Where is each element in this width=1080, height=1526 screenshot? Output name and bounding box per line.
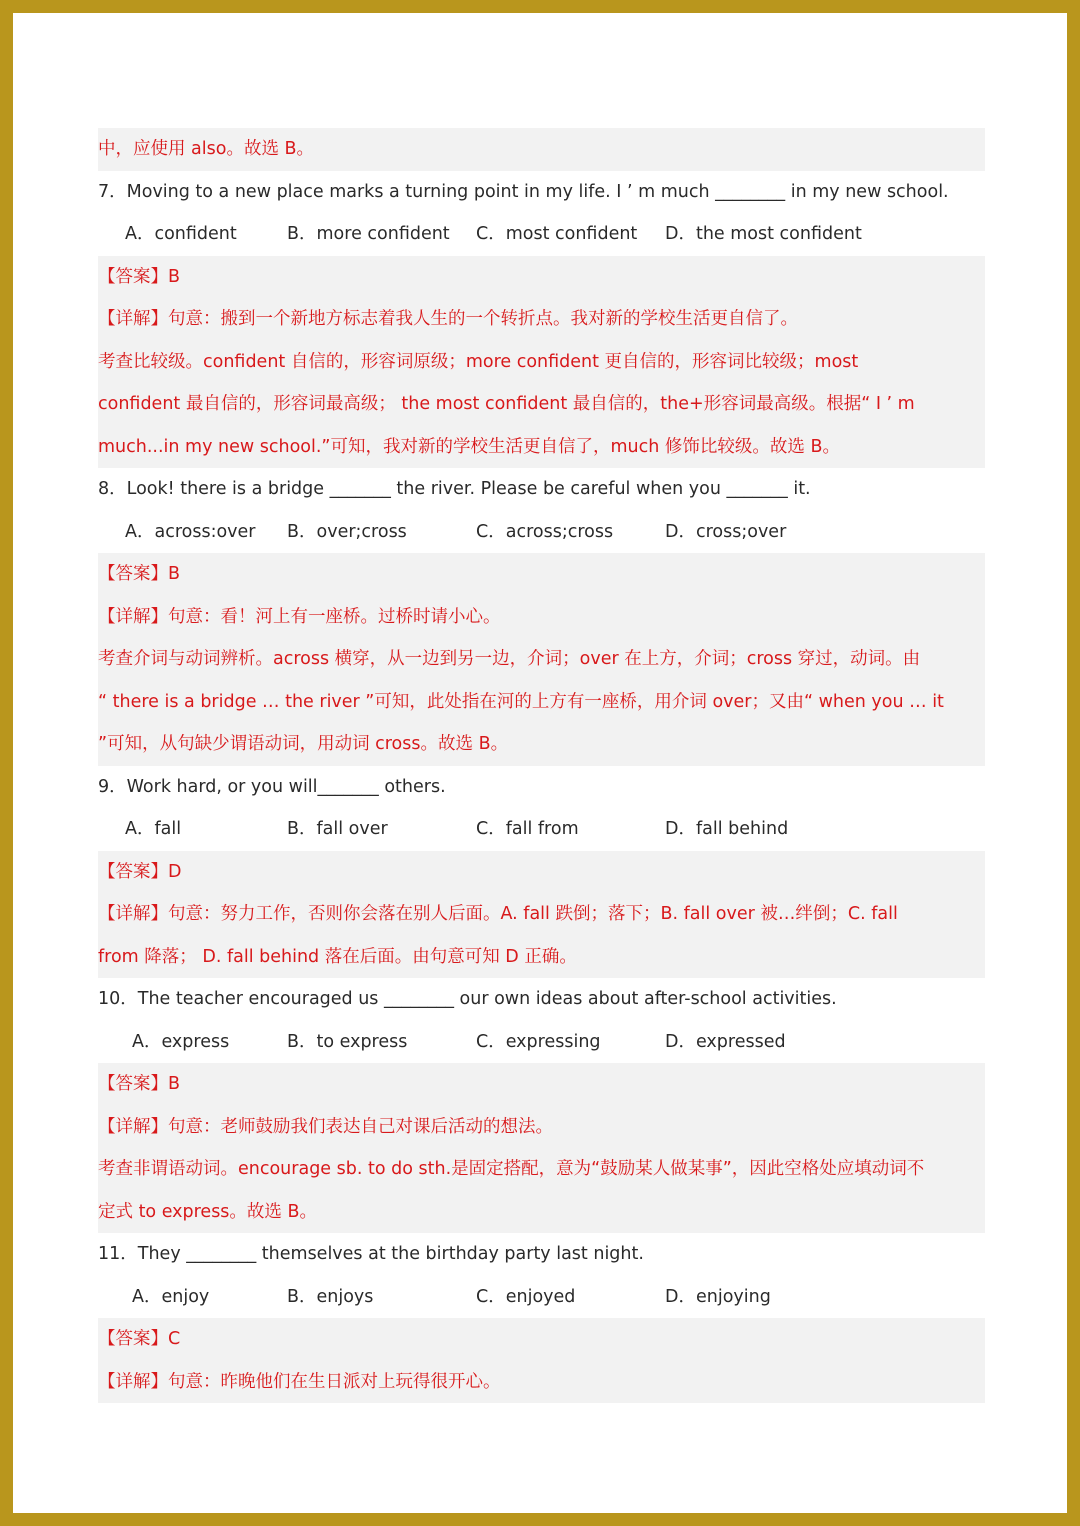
option-a: A．across:over xyxy=(125,521,256,542)
explanation-line: 【详解】句意：努力工作，否则你会落在别人后面。A. fall 跌倒；落下；B. fall over 被…绊倒；C. fall xyxy=(98,904,898,924)
option-b: B．over;cross xyxy=(287,521,407,542)
answer-8 xyxy=(98,553,985,766)
option-a: A．enjoy xyxy=(132,1286,210,1307)
answer-key: 【答案】C xyxy=(98,1329,181,1349)
answer-11 xyxy=(98,1318,985,1403)
question-9 xyxy=(98,766,985,851)
question-stem: 7．Moving to a new place marks a turning point in my life. I ’ m much ________ in my new school. xyxy=(98,181,949,202)
option-d: D．enjoying xyxy=(665,1286,771,1307)
explanation-line: 考查介词与动词辨析。across 横穿，从一边到另一边，介词；over 在上方，介词；cross 穿过，动词。由 xyxy=(98,649,921,669)
explanation-line: 考查比较级。confident 自信的，形容词原级；more confident 更自信的，形容词比较级；most xyxy=(98,351,859,372)
explanation-line: from 降落； D. fall behind 落在后面。由句意可知 D 正确。 xyxy=(98,946,577,967)
option-b: B．more confident xyxy=(287,224,450,244)
option-a: A．express xyxy=(132,1031,230,1052)
answer-tail-6 xyxy=(98,128,985,171)
option-row xyxy=(98,808,985,851)
option-b: B．fall over xyxy=(287,819,388,839)
question-stem: 9．Work hard, or you will_______ others. xyxy=(98,776,446,797)
option-row xyxy=(98,511,985,554)
option-c: C．fall from xyxy=(476,819,579,839)
option-b: B．to express xyxy=(287,1031,408,1052)
option-c: C．enjoyed xyxy=(476,1286,576,1307)
answer-9 xyxy=(98,851,985,979)
explanation-line: 【详解】句意：昨晚他们在生日派对上玩得很开心。 xyxy=(98,1371,501,1392)
option-a: A．fall xyxy=(125,819,182,839)
question-11 xyxy=(98,1233,985,1318)
question-stem: 11．They ________ themselves at the birthday party last night. xyxy=(98,1244,644,1264)
explanation-line: confident 最自信的，形容词最高级； the most confident 最自信的，the+形容词最高级。根据“ I ’ m xyxy=(98,394,915,414)
explanation-line: much...in my new school.”可知，我对新的学校生活更自信了，much 修饰比较级。故选 B。 xyxy=(98,436,840,457)
option-d: D．the most confident xyxy=(665,224,862,244)
answer-key: 【答案】B xyxy=(98,564,181,584)
explanation-line: 【详解】句意：老师鼓励我们表达自己对课后活动的想法。 xyxy=(98,1116,553,1137)
option-d: D．cross;over xyxy=(665,521,787,542)
option-c: C．expressing xyxy=(476,1031,601,1052)
option-d: D．fall behind xyxy=(665,819,789,839)
explanation-line: “ there is a bridge … the river ”可知，此处指在河的上方有一座桥，用介词 over；又由“ when you … it xyxy=(98,691,944,712)
option-d: D．expressed xyxy=(665,1031,786,1052)
option-a: A．confident xyxy=(125,224,237,244)
option-row xyxy=(98,1276,985,1319)
question-8 xyxy=(98,468,985,553)
option-b: B．enjoys xyxy=(287,1286,374,1307)
explanation-line: 定式 to express。故选 B。 xyxy=(98,1201,317,1222)
answer-7 xyxy=(98,256,985,469)
question-10 xyxy=(98,978,985,1063)
explanation-line: 中，应使用 also。故选 B。 xyxy=(98,139,315,159)
document-page xyxy=(13,13,1067,1513)
answer-key: 【答案】B xyxy=(98,1074,181,1094)
answer-10 xyxy=(98,1063,985,1233)
explanation-line: 考查非谓语动词。encourage sb. to do sth.是固定搭配，意为“鼓励某人做某事”，因此空格处应填动词不 xyxy=(98,1159,925,1179)
option-c: C．across;cross xyxy=(476,521,614,542)
explanation-line: 【详解】句意：看！河上有一座桥。过桥时请小心。 xyxy=(98,606,501,627)
question-stem: 10．The teacher encouraged us ________ our own ideas about after-school activities. xyxy=(98,989,837,1009)
option-row xyxy=(98,213,985,256)
exercise-content xyxy=(98,128,985,1403)
explanation-line: ”可知，从句缺少谓语动词，用动词 cross。故选 B。 xyxy=(98,734,509,754)
explanation-line: 【详解】句意：搬到一个新地方标志着我人生的一个转折点。我对新的学校生活更自信了。 xyxy=(98,309,798,329)
answer-key: 【答案】D xyxy=(98,861,182,882)
question-stem: 8．Look! there is a bridge _______ the river. Please be careful when you _______ it. xyxy=(98,479,811,499)
question-7 xyxy=(98,171,985,256)
answer-key: 【答案】B xyxy=(98,266,181,287)
option-row xyxy=(98,1021,985,1064)
option-c: C．most confident xyxy=(476,224,638,244)
